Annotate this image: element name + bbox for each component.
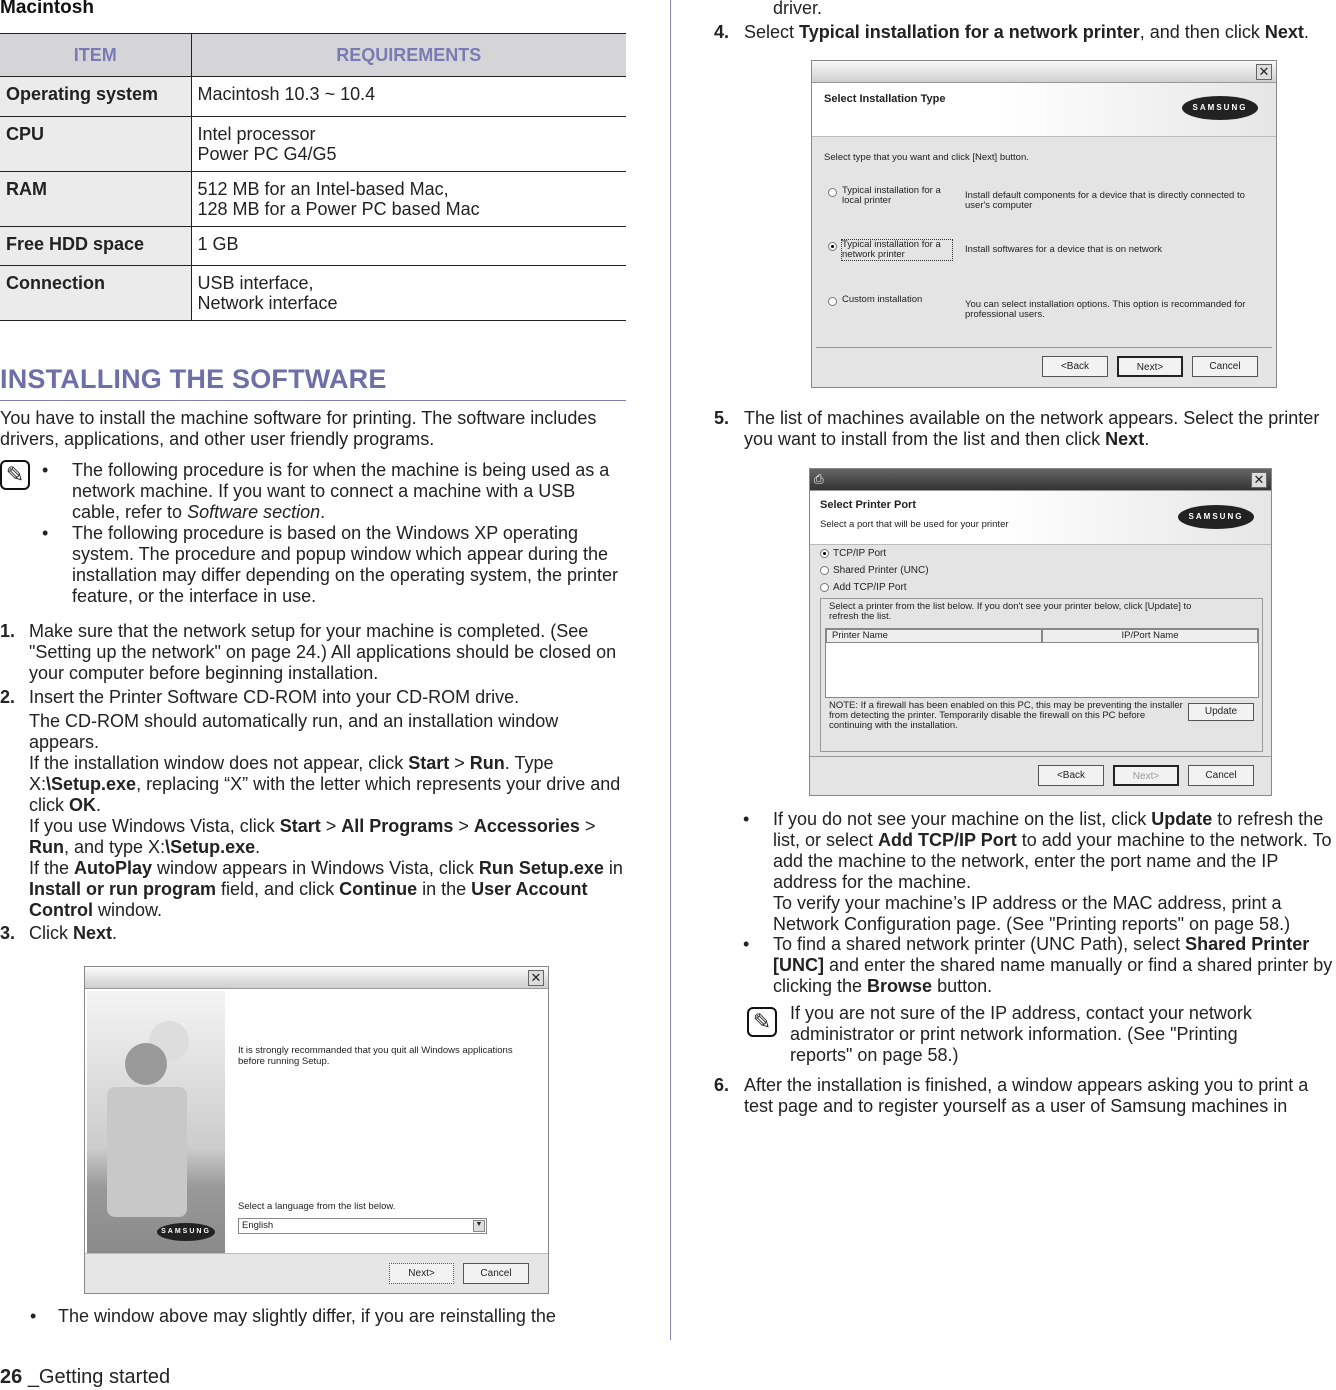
samsung-logo: SAMSUNG [1182,96,1258,120]
intro-paragraph: You have to install the machine software for printing. The software includes drivers, applications, and other user friendly programs. [0,408,597,449]
step-number: 1. [0,621,16,641]
text-run: The list of machines available on the network appears. Select the printer you want to install from the list and then click [744,408,1320,449]
welcome-message: It is strongly recommanded that you quit all Windows applications before running Setup. [238,1045,513,1067]
port-option-radio[interactable] [820,548,886,559]
step-2-details [29,711,624,921]
ip-note: If you are not sure of the IP address, contact your network administrator or print network information. (See "Printing reports" on page 58.) [790,1003,1252,1065]
requirement-line: Network interface [197,293,338,313]
text-run: , and type X: [64,837,166,857]
printer-icon: ⎙ [814,472,824,486]
bullet-icon: • [30,1306,37,1326]
note-icon: ✎ [747,1007,777,1037]
radio-icon[interactable] [828,297,837,306]
update-bullet [773,809,1336,935]
column-ip-port-name[interactable]: IP/Port Name [1042,629,1258,643]
bullet-icon: • [42,523,49,543]
text-run: If the [29,858,75,878]
next-button[interactable]: Next> [389,1263,454,1284]
bold-text: OK [69,795,96,815]
bold-text: Run Setup.exe [478,858,604,878]
back-button[interactable]: <Back [1042,356,1108,377]
update-button[interactable]: Update [1188,703,1254,721]
bold-text: Continue [339,879,418,899]
cell-item: Operating system [0,77,191,117]
column-printer-name[interactable]: Printer Name [826,629,1042,643]
text-run: If the installation window does not appear, click [29,753,409,773]
requirement-line: Intel processor [197,124,316,144]
bold-text: \Setup.exe [46,774,137,794]
text-run: > [449,753,470,773]
text-run: and enter the shared name manually or find a shared printer by clicking the [773,955,1333,996]
text-run: > [453,816,474,836]
bold-text: Install or run program [29,879,217,899]
bold-text: Next [73,923,113,943]
option-label: Typical installation for a network printer [842,239,941,260]
continued-text: driver. [773,0,823,18]
step-number: 3. [0,923,16,943]
bold-text: Run [29,837,64,857]
section-title: INSTALLING THE SOFTWARE [0,364,387,394]
radio-icon[interactable] [828,242,837,251]
option-description: You can select installation options. This option is recommanded for professional users. [965,299,1246,320]
samsung-logo: SAMSUNG [157,1223,215,1241]
bold-text: \Setup.exe [165,837,256,857]
text-run: , and then click [1139,22,1265,42]
chapter-label: _Getting started [27,1366,171,1388]
section-underline [0,400,626,401]
step-3-text [29,923,624,944]
text-run: To verify your machine’s IP address or the MAC address, print a Network Configuration page. (See "Printing reports" on page 58.) [773,893,1291,934]
text-run: in [603,858,623,878]
subheading-macintosh: Macintosh [0,0,94,18]
back-button[interactable]: <Back [1038,765,1104,786]
bullet-icon: • [42,460,49,480]
table-header-row [0,34,626,77]
cell-requirements [191,117,626,172]
bold-text: AutoPlay [74,858,153,878]
column-divider [670,0,671,1340]
port-label: TCP/IP Port [833,548,887,559]
text-run: > [579,816,596,836]
text-run: . Type X: [29,753,554,794]
bold-text: Run [469,753,505,773]
bold-text: User Account Control [29,879,588,920]
note-bullet [72,460,622,523]
close-icon[interactable]: ✕ [1251,472,1267,488]
table-row [0,117,626,172]
option-label: Custom installation [842,294,923,305]
cancel-button[interactable]: Cancel [1188,765,1254,786]
text-run: The following procedure is for when the machine is being used as a network machine. If you want to connect a machine with a USB cable, refer to [72,460,610,522]
italic-text: Software section [187,502,321,522]
text-run: to add your machine to the network. To add the machine to the network, enter the port name and the IP address for the machine. [773,830,1332,892]
cell-item: RAM [0,172,191,227]
dialog-title: Select Printer Port [820,499,916,511]
step-number: 4. [714,22,730,42]
printer-list[interactable] [825,628,1259,698]
dialog-subtitle: Select a port that will be used for your printer [820,519,1009,530]
close-icon[interactable]: ✕ [528,970,544,986]
step-6-text [744,1075,1336,1117]
radio-icon[interactable] [820,583,829,592]
option-description: Install default components for a device that is directly connected to user's computer [965,190,1245,211]
page-number: 26 [0,1366,23,1388]
radio-icon[interactable] [828,188,837,197]
bold-text: Update [1151,809,1213,829]
step-4-text [744,22,1336,43]
text-run: , replacing “X” with the letter which represents your drive and click [29,774,621,815]
bold-text: Accessories [473,816,580,836]
text-run: Select [744,22,800,42]
text-run: . [1303,22,1309,42]
step-number: 2. [0,687,16,707]
bold-text: Typical installation for a network printer [799,22,1140,42]
text-run: Click [29,923,73,943]
samsung-logo: SAMSUNG [1178,505,1254,529]
text-run: field, and click [216,879,340,899]
text-run: . [112,923,118,943]
text-run: The following procedure is based on the Windows XP operating system. The procedure and popup window which appear during the installation may differ depending on the operating system, the printer feature, or the interface in use. [72,523,618,606]
table-row [0,266,626,321]
header-requirements: REQUIREMENTS [191,34,626,77]
cell-item: Connection [0,266,191,321]
text-run: After the installation is finished, a window appears asking you to print a test page and to register yourself as a user of Samsung machines in [744,1075,1309,1116]
option-label: Typical installation for a local printer [842,185,941,206]
cell-item: Free HDD space [0,227,191,266]
install-option-radio[interactable] [842,295,952,305]
step-2-text [29,687,624,708]
select-printer-port-dialog [809,468,1272,796]
port-option-radio[interactable] [820,565,929,576]
text-run: . [255,837,261,857]
note-bullet [72,523,622,607]
table-row [0,172,626,227]
step-number: 6. [714,1075,730,1095]
select-installation-type-dialog [811,60,1277,388]
port-option-radio[interactable] [820,582,907,593]
dialog-title: Select Installation Type [824,93,946,105]
step-number: 5. [714,408,730,428]
requirement-line: Macintosh 10.3 ~ 10.4 [197,84,376,104]
cancel-button[interactable]: Cancel [1192,356,1258,377]
language-select[interactable] [238,1218,487,1234]
requirement-line: 1 GB [197,234,239,254]
text-run: If you use Windows Vista, click [29,816,280,836]
table-row [0,77,626,117]
requirement-line: Power PC G4/G5 [197,144,337,164]
text-run: The CD-ROM should automatically run, and an installation window appears. [29,711,559,752]
list-hint: Select a printer from the list below. If you don't see your printer below, click [Update] to refresh the list. [829,601,1192,622]
note-icon: ✎ [0,460,30,490]
dialog-prompt: Select type that you want and click [Next] button. [824,152,1029,163]
text-run: . [96,795,102,815]
setup-welcome-dialog [84,966,549,1294]
option-description: Install softwares for a device that is on network [965,244,1162,255]
shared-printer-bullet [773,934,1336,997]
text-run: To find a shared network printer (UNC Path), select [773,934,1186,954]
requirement-line: USB interface, [197,273,314,293]
port-label: Shared Printer (UNC) [833,565,929,576]
text-run: to refresh the list, or select [773,809,1324,850]
table-row [0,227,626,266]
text-run: in the [417,879,472,899]
text-run: window appears in Windows Vista, click [152,858,479,878]
cancel-button[interactable]: Cancel [463,1263,529,1284]
bold-text: All Programs [341,816,454,836]
install-option-radio[interactable] [842,240,952,260]
cell-requirements [191,227,626,266]
firewall-note: NOTE: If a firewall has been enabled on this PC, this may be preventing the installer from detecting the printer. Temporarily disable the firewall on this PC before continuing with the installation. [829,700,1183,731]
requirements-table [0,33,626,321]
cell-requirements [191,266,626,321]
port-label: Add TCP/IP Port [833,582,907,593]
text-run: window. [92,900,163,920]
text-run: button. [932,976,993,996]
bullet-icon: • [743,809,750,829]
cell-item: CPU [0,117,191,172]
reinstall-note: The window above may slightly differ, if you are reinstalling the [58,1306,556,1326]
requirement-line: 128 MB for a Power PC based Mac [197,199,480,219]
install-option-radio[interactable] [842,186,952,206]
welcome-illustration [87,991,225,1253]
next-button[interactable]: Next> [1113,765,1179,786]
bold-text: Browse [867,976,933,996]
cell-requirements [191,172,626,227]
requirement-line: 512 MB for an Intel-based Mac, [197,179,449,199]
text-run: If you do not see your machine on the list, click [773,809,1152,829]
bold-text: Shared Printer [UNC] [773,934,1310,975]
bold-text: Add TCP/IP Port [878,830,1017,850]
text-run: . [320,502,326,522]
text-run: > [320,816,342,836]
language-value: English [242,1220,274,1231]
radio-icon[interactable] [820,549,829,558]
text-run: Insert the Printer Software CD-ROM into your CD-ROM drive. [29,687,520,707]
bullet-icon: • [743,934,750,954]
page-footer [0,1366,170,1389]
text-run: . [1144,429,1150,449]
bold-text: Start [408,753,450,773]
header-item: ITEM [0,34,191,77]
language-label: Select a language from the list below. [238,1201,396,1212]
step-5-text [744,408,1336,450]
text-run: Make sure that the network setup for your machine is completed. (See "Setting up the network" on page 24.) All applications should be closed on your computer before beginning installation. [29,621,617,683]
bold-text: Start [279,816,321,836]
chevron-down-icon: ▼ [473,1220,485,1232]
bold-text: Next [1264,22,1304,42]
next-button[interactable]: Next> [1117,356,1183,377]
cell-requirements [191,77,626,117]
bold-text: Next [1105,429,1145,449]
radio-icon[interactable] [820,566,829,575]
close-icon[interactable]: ✕ [1256,64,1272,80]
step-1-text [29,621,624,684]
